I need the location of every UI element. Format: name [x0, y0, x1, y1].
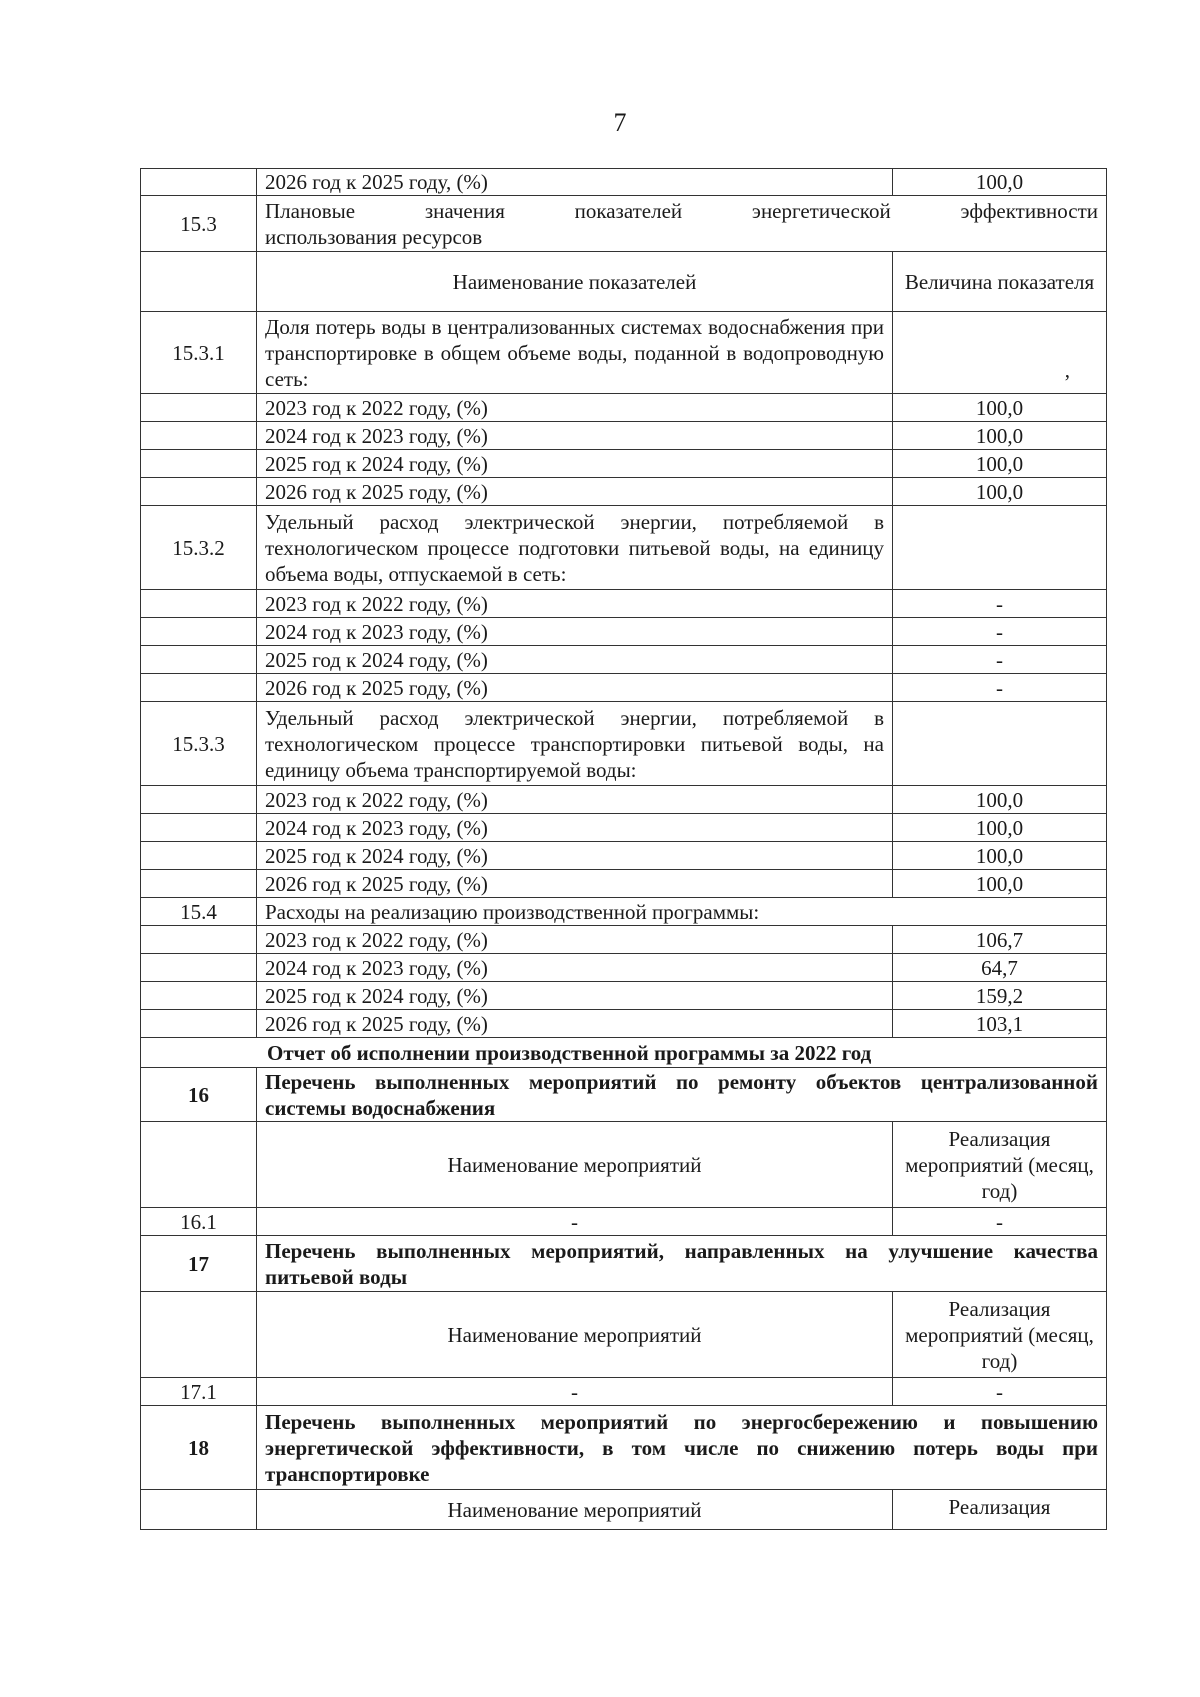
table-row	[141, 196, 1107, 252]
row-value	[893, 702, 1107, 786]
row-value: 100,0	[893, 422, 1107, 450]
row-number	[141, 982, 257, 1010]
row-number: 18	[141, 1406, 257, 1490]
row-value: 106,7	[893, 926, 1107, 954]
row-number	[141, 1010, 257, 1038]
section-title	[257, 196, 1107, 252]
row-value: 100,0	[893, 842, 1107, 870]
row-text: 2024 год к 2023 году, (%)	[257, 954, 893, 982]
page-number: 7	[613, 108, 627, 137]
table-row	[141, 590, 1107, 618]
section-title-line-1: Плановые значения показателей энергетической эффективности	[265, 198, 1098, 223]
table-row	[141, 842, 1107, 870]
row-text: 2025 год к 2024 году, (%)	[257, 646, 893, 674]
table-row	[141, 926, 1107, 954]
row-text: 2023 год к 2022 году, (%)	[257, 786, 893, 814]
row-text: 2024 год к 2023 году, (%)	[257, 422, 893, 450]
row-number: 17	[141, 1236, 257, 1292]
row-number	[141, 422, 257, 450]
column-header-name: Наименование мероприятий	[257, 1490, 893, 1530]
table-row	[141, 646, 1107, 674]
row-value: -	[893, 674, 1107, 702]
row-text: Доля потерь воды в централизованных системах водоснабжения при транспортировке в общем объеме воды, поданной в водопроводную сеть:	[257, 312, 893, 394]
table-row	[141, 1236, 1107, 1292]
row-number	[141, 1292, 257, 1378]
table-header-row	[141, 252, 1107, 312]
row-text: 2025 год к 2024 году, (%)	[257, 842, 893, 870]
row-text: 2024 год к 2023 году, (%)	[257, 618, 893, 646]
row-number: 17.1	[141, 1378, 257, 1406]
column-header-value: Реализация мероприятий (месяц, год)	[893, 1122, 1107, 1208]
row-text: -	[257, 1208, 893, 1236]
row-value: -	[893, 1378, 1107, 1406]
row-value: 64,7	[893, 954, 1107, 982]
column-header-value: Реализация мероприятий (месяц, год)	[893, 1292, 1107, 1378]
table-row	[141, 169, 1107, 196]
row-text: 2024 год к 2023 году, (%)	[257, 814, 893, 842]
row-number	[141, 674, 257, 702]
row-number	[141, 450, 257, 478]
row-number: 15.3.2	[141, 506, 257, 590]
row-number: 16	[141, 1068, 257, 1122]
row-text: 2023 год к 2022 году, (%)	[257, 590, 893, 618]
row-value: -	[893, 590, 1107, 618]
row-number	[141, 870, 257, 898]
row-text: Расходы на реализацию производственной программы:	[257, 898, 1107, 926]
row-number	[141, 926, 257, 954]
row-number: 15.3.3	[141, 702, 257, 786]
table-row	[141, 422, 1107, 450]
table-header-row	[141, 1292, 1107, 1378]
row-number	[141, 646, 257, 674]
row-value: 100,0	[893, 450, 1107, 478]
row-text: 2023 год к 2022 году, (%)	[257, 394, 893, 422]
row-value: 103,1	[893, 1010, 1107, 1038]
table-row	[141, 312, 1107, 394]
table-row	[141, 702, 1107, 786]
table-row	[141, 618, 1107, 646]
table-header-row	[141, 1122, 1107, 1208]
section-title-line-2: использования ресурсов	[265, 224, 483, 249]
row-number	[141, 590, 257, 618]
row-number	[141, 618, 257, 646]
table-row	[141, 1010, 1107, 1038]
row-number	[141, 814, 257, 842]
row-text: 2025 год к 2024 году, (%)	[257, 982, 893, 1010]
row-text: 2026 год к 2025 году, (%)	[257, 478, 893, 506]
row-value: 159,2	[893, 982, 1107, 1010]
row-value: 100,0	[893, 814, 1107, 842]
row-number: 15.3	[141, 196, 257, 252]
row-number	[141, 842, 257, 870]
row-number	[141, 1490, 257, 1530]
row-text: 2025 год к 2024 году, (%)	[257, 450, 893, 478]
table-row	[141, 506, 1107, 590]
column-header-name: Наименование мероприятий	[257, 1122, 893, 1208]
table-row	[141, 478, 1107, 506]
row-text: 2026 год к 2025 году, (%)	[257, 169, 893, 196]
table-row	[141, 450, 1107, 478]
report-title-row	[141, 1038, 1107, 1068]
production-program-table	[140, 168, 1107, 1530]
table-header-row	[141, 1490, 1107, 1530]
row-value: -	[893, 1208, 1107, 1236]
row-text: 2026 год к 2025 году, (%)	[257, 674, 893, 702]
row-text: 2026 год к 2025 году, (%)	[257, 1010, 893, 1038]
table-row	[141, 1208, 1107, 1236]
row-number	[141, 786, 257, 814]
table-row	[141, 954, 1107, 982]
row-value: -	[893, 618, 1107, 646]
table-row	[141, 1406, 1107, 1490]
column-header-name: Наименование показателей	[257, 252, 893, 312]
row-value	[893, 506, 1107, 590]
table-row	[141, 982, 1107, 1010]
row-value: 100,0	[893, 870, 1107, 898]
row-text: 2026 год к 2025 году, (%)	[257, 870, 893, 898]
row-text: 2023 год к 2022 году, (%)	[257, 926, 893, 954]
row-text: Удельный расход электрической энергии, потребляемой в технологическом процессе подготовки питьевой воды, на единицу объема воды, отпускаемой в сеть:	[257, 506, 893, 590]
table-row	[141, 394, 1107, 422]
table-row	[141, 1068, 1107, 1122]
table-row	[141, 786, 1107, 814]
report-title: Отчет об исполнении производственной программы за 2022 год	[141, 1038, 1107, 1068]
table-row	[141, 898, 1107, 926]
row-number: 16.1	[141, 1208, 257, 1236]
table-row	[141, 674, 1107, 702]
row-number	[141, 478, 257, 506]
row-value: 100,0	[893, 394, 1107, 422]
table-row	[141, 814, 1107, 842]
row-text: Удельный расход электрической энергии, потребляемой в технологическом процессе транспортировки питьевой воды, на единицу объема транспортируемой воды:	[257, 702, 893, 786]
row-number	[141, 169, 257, 196]
column-header-value: Величина показателя	[893, 252, 1107, 312]
row-number	[141, 954, 257, 982]
row-value: 100,0	[893, 478, 1107, 506]
table-row	[141, 1378, 1107, 1406]
row-number	[141, 252, 257, 312]
section-title: Перечень выполненных мероприятий по энергосбережению и повышению энергетической эффективности, в том числе по снижению потерь воды при транспортировке	[257, 1406, 1107, 1490]
section-title: Перечень выполненных мероприятий, направленных на улучшение качества питьевой воды	[257, 1236, 1107, 1292]
row-value: ,	[893, 312, 1107, 394]
table-row	[141, 870, 1107, 898]
row-value: -	[893, 646, 1107, 674]
row-number: 15.3.1	[141, 312, 257, 394]
row-value: 100,0	[893, 169, 1107, 196]
section-title: Перечень выполненных мероприятий по ремонту объектов централизованной системы водоснабжения	[257, 1068, 1107, 1122]
row-value: 100,0	[893, 786, 1107, 814]
row-number: 15.4	[141, 898, 257, 926]
row-text: -	[257, 1378, 893, 1406]
row-number	[141, 394, 257, 422]
column-header-name: Наименование мероприятий	[257, 1292, 893, 1378]
column-header-value: Реализация	[893, 1490, 1107, 1530]
row-number	[141, 1122, 257, 1208]
